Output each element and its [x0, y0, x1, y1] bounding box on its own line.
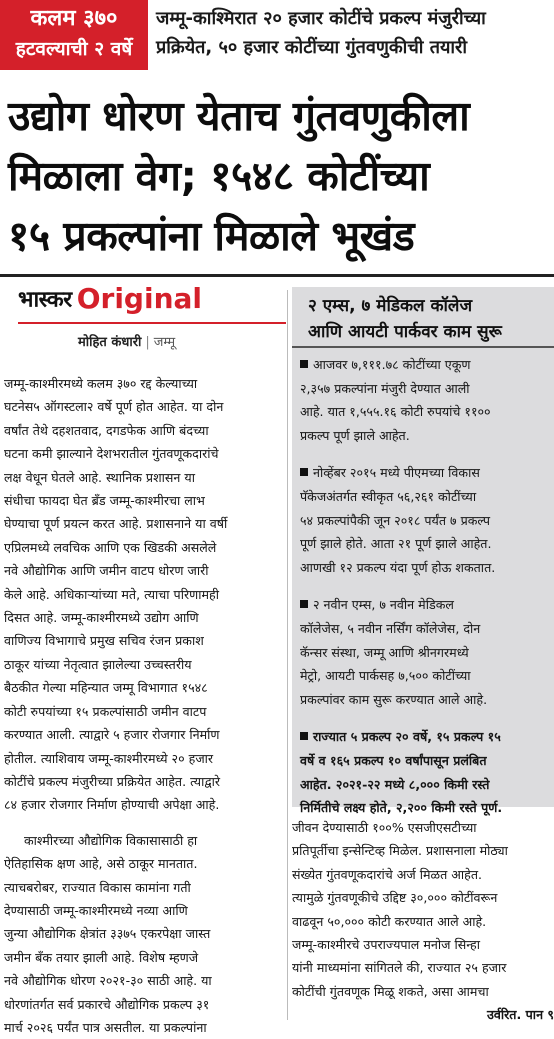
article-line: जुन्या औद्योगिक क्षेत्रांत ३३७५ एकरपेक्षा जास्त: [4, 926, 211, 942]
kicker-text-line: जम्मू-काश्मिरात २० हजार कोटींचे प्रकल्प मंजुरीच्या: [156, 8, 486, 29]
bullet-line: निर्मितीचे लक्ष्य होते, २,२०० किमी रस्ते पूर्ण.: [300, 800, 503, 816]
headline: [8, 86, 548, 266]
square-bullet-icon: [300, 360, 308, 368]
article-line: प्रतिपूर्तीचा इन्सेन्टिव्ह मिळेल. प्रशासनाला मोठ्या: [292, 843, 508, 859]
sidebar-bullet: [300, 725, 552, 819]
article-line: काश्मीरच्या औद्योगिक विकासासाठी हा: [24, 832, 198, 848]
sidebar-bullet: [300, 593, 552, 711]
bullet-text: आजवर ७,१११.७८ कोटींच्या एकूण: [313, 357, 471, 372]
bullet-text: २ नवीन एम्स, ७ नवीन मेडिकल: [313, 597, 454, 613]
byline-separator: |: [145, 335, 150, 350]
bullet-line: आहे. यात १,५५५.१६ कोटी रुपयांचे ११००: [300, 404, 491, 420]
article-line: देण्यासाठी जम्मू-काश्मीरमध्ये नव्या आणि: [4, 902, 188, 918]
article-line: जमीन बँक तयार झाली आहे. विशेष म्हणजे: [4, 949, 199, 965]
article-line: जम्मू-काश्मीरमध्ये कलम ३७० रद्द केल्याच्या: [4, 376, 198, 391]
article-line: घटनेस५ ऑगस्टला२ वर्षे पूर्ण होत आहेत. या दोन: [4, 399, 224, 415]
square-bullet-icon: [300, 600, 308, 608]
article-line: ऐतिहासिक क्षण आहे, असे ठाकूर मानतात.: [4, 856, 198, 872]
byline: [78, 332, 175, 350]
headline-line: उद्योग धोरण येताच गुंतवणुकीला: [8, 92, 470, 140]
sidebar-title: [308, 293, 548, 345]
bullet-line: आणखी १२ प्रकल्प यंदा पूर्ण होऊ शकतात.: [300, 559, 496, 575]
kicker-text: [156, 4, 552, 62]
column-divider: [287, 290, 288, 1020]
article-line: मार्च २०२६ पर्यंत पात्र असतील. या प्रकल्पांना: [4, 1019, 207, 1035]
article-line: जम्मू-काश्मीरचे उपराज्यपाल मनोज सिन्हा: [292, 937, 480, 953]
bullet-line: २,३५७ प्रकल्पांना मंजुरी देण्यात आली: [300, 380, 470, 396]
sidebar-bullet: [300, 353, 552, 447]
bullet-line: [300, 725, 552, 749]
bullet-line: [300, 353, 552, 377]
bullet-line: प्रकल्प पूर्ण झाले आहेत.: [300, 427, 410, 443]
kicker-badge: [0, 0, 148, 70]
article-line: वर्षांत तेथे दहशतवाद, दगडफेक आणि बंदच्या: [4, 422, 209, 438]
article-line: होतील. त्याशिवाय जम्मू-काश्मीरमध्ये २० हजार: [4, 750, 214, 766]
article-paragraph: [4, 372, 284, 817]
article-line: नवे औद्योगिक धोरण २०२१-३० साठी आहे. या: [4, 973, 212, 989]
bullet-line: प्रकल्पांवर काम सुरू करण्यात आले आहे.: [300, 691, 488, 707]
article-line: ठाकूर यांच्या नेतृत्वात झालेल्या उच्चस्तरीय: [4, 656, 192, 672]
bullet-line: कॉलेजेस, ५ नवीन नर्सिंग कॉलेजेस, दोन: [300, 620, 481, 636]
byline-place: जम्मू: [153, 335, 176, 350]
sidebar-box: [292, 287, 554, 816]
article-line: वाणिज्य विभागाचे प्रमुख सचिव रंजन प्रकाश: [4, 633, 204, 649]
article-line: धोरणांतर्गत सर्व प्रकारचे औद्योगिक प्रकल्प ३१: [4, 996, 210, 1012]
sidebar-title-line: आणि आयटी पार्कवर काम सुरू: [308, 322, 502, 342]
article-line: कोटींचे प्रकल्प मंजुरीच्या प्रक्रियेत आहेत. त्याद्वारे: [4, 773, 220, 789]
bullet-line: आहेत. २०२१-२२ मध्ये ८,००० किमी रस्ते: [300, 776, 490, 792]
byline-author: मोहित कंधारी: [78, 335, 142, 350]
bullet-line: ५४ प्रकल्पांपैकी जून २०१८ पर्यंत ७ प्रकल्प: [300, 512, 490, 528]
headline-rule: [0, 274, 554, 277]
square-bullet-icon: [300, 732, 308, 740]
square-bullet-icon: [300, 468, 308, 476]
headline-line: मिळाला वेग; १५४८ कोटींच्या: [8, 152, 430, 200]
article-paragraph: [4, 829, 284, 1039]
article-line: नवे औद्योगिक आणि जमीन वाटप धोरण जारी: [4, 563, 209, 579]
bullet-line: कॅन्सर संस्था, जम्मू आणि श्रीनगरमध्ये: [300, 644, 469, 660]
brand-underline: [18, 322, 286, 324]
article-line: घटना कमी झाल्याने देशभरातील गुंतवणूकदारांचे: [4, 446, 219, 462]
kicker-strip: [0, 0, 554, 76]
bullet-text: नोव्हेंबर २०१५ मध्ये पीएमच्या विकास: [313, 465, 480, 481]
sidebar-title-line: २ एम्स, ७ मेडिकल कॉलेज: [308, 296, 473, 316]
article-line: घेण्याचा पूर्ण प्रयत्न करत आहे. प्रशासनाने या वर्षी: [4, 516, 228, 532]
article-line: जीवन देण्यासाठी १००% एसजीएसटीच्या: [292, 820, 477, 835]
bullet-line: [300, 593, 552, 617]
bullet-line: [300, 461, 552, 485]
article-left-column: [4, 372, 284, 1039]
article-line: यांनी माध्यमांना सांगितले की, राज्यात २५ हजार: [292, 960, 507, 976]
bullet-line: वर्षे व १६५ प्रकल्प १० वर्षांपासून प्रलंबित: [300, 752, 487, 768]
kicker-badge-line2: हटवल्याची २ वर्षे: [15, 38, 133, 60]
article-line: संधीचा फायदा घेत ब्रँड जम्मू-काश्मीरचा लाभ: [4, 493, 205, 509]
article-line: कोटी रुपयांच्या १५ प्रकल्पांसाठी जमीन वाटप: [4, 703, 207, 719]
kicker-text-line: प्रक्रियेत, ५० हजार कोटींच्या गुंतवणुकीची तयारी: [156, 37, 468, 58]
sidebar-rule: [292, 346, 554, 348]
article-line: करण्यात आली. त्याद्वारे ५ हजार रोजगार निर्माण: [4, 727, 220, 743]
article-line: बैठकीत गेल्या महिन्यात जम्मू विभागात १५४८: [4, 680, 208, 696]
bullet-line: मेट्रो, आयटी पार्कसह ७,५०० कोटींच्या: [300, 668, 471, 684]
continuation-note: उर्वरित. पान ९: [486, 1007, 554, 1023]
bullet-line: पॅकेजअंतर्गत स्वीकृत ५६,२६१ कोटींच्या: [300, 488, 477, 504]
brand-name: भास्कर: [18, 287, 72, 313]
article-line: दिसत आहे. जम्मू-काश्मीरमध्ये उद्योग आणि: [4, 610, 199, 626]
bullet-text: राज्यात ५ प्रकल्प २० वर्षे, १५ प्रकल्प १५: [313, 729, 501, 745]
article-line: एप्रिलमध्ये लवचिक आणि एक खिडकी असलेले: [4, 539, 217, 555]
article-line: संख्येत गुंतवणूकदारांचे अर्ज मिळत आहेत.: [292, 866, 483, 882]
headline-line: १५ प्रकल्पांना मिळाले भूखंड: [8, 212, 415, 260]
article-line: कोटींची गुंतवणूक मिळू शकते, असा आमचा: [292, 983, 489, 999]
article-line: केले आहे. अधिकाऱ्यांच्या मते, त्याचा परिणामही: [4, 586, 219, 602]
article-line: लक्ष वेधून घेतले आहे. स्थानिक प्रशासन या: [4, 469, 195, 485]
article-line: वाढवून ५०,००० कोटी करण्यात आले आहे.: [292, 913, 487, 929]
brand-tag: Original: [76, 282, 202, 315]
sidebar-bullets: [300, 353, 552, 834]
sidebar-bullet: [300, 461, 552, 579]
article-line: त्याचबरोबर, राज्यात विकास कामांना गती: [4, 879, 191, 895]
article-line: त्यामुळे गुंतवणूकीचे उद्दिष्ट ३०,००० कोटींवरून: [292, 890, 498, 906]
brand-logo: [18, 282, 286, 322]
kicker-badge-line1: कलम ३७०: [30, 6, 118, 31]
article-line: ८४ हजार रोजगार निर्माण होण्याची अपेक्षा आहे.: [4, 797, 220, 813]
bullet-line: पूर्ण झाले होते. आता २१ पूर्ण झाले आहेत.: [300, 536, 492, 552]
article-right-column: [292, 816, 554, 1027]
